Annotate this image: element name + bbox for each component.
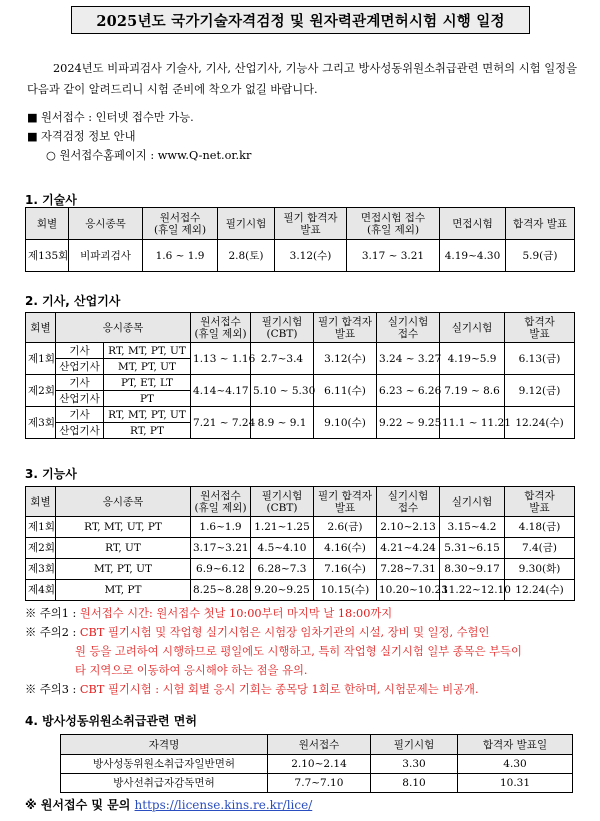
table-cell: 4.18(금) [505, 517, 575, 538]
table-cell: 9.10(수) [314, 407, 377, 439]
engineer-table [25, 312, 575, 439]
section2-heading: 2. 기사, 산업기사 [25, 294, 121, 308]
section3-heading: 3. 기능사 [25, 467, 77, 481]
table-header-row [26, 487, 575, 517]
header-cell: 자격명 [61, 735, 268, 755]
table-cell: 4.19~4.30 [440, 240, 506, 272]
round-cell: 제2회 [26, 375, 56, 407]
note-2-cont: 원 등을 고려하여 시행하므로 평일에도 시행하고, 특히 작업형 실기시험 일부 종목은 부득이 [75, 645, 522, 658]
header-cell: 실기시험 접수 [377, 313, 440, 343]
professional-engineer-table [25, 207, 575, 272]
header-cell: 필기 합격자 발표 [314, 487, 377, 517]
table-cell: 6.9~6.12 [191, 559, 251, 580]
footer-inquiry: ※ 원서접수 및 문의 https://license.kins.re.kr/lice/ [25, 798, 313, 812]
table-cell: 7.16(수) [314, 559, 377, 580]
header-cell: 면접시험 접수 (휴일 제외) [347, 208, 440, 240]
table-cell: 8.10 [371, 774, 458, 793]
table-cell: 1.13 ~ 1.16 [191, 343, 251, 375]
header-cell: 원서접수 (휴일 제외) [191, 313, 251, 343]
table-cell: 기사 [56, 375, 104, 391]
table-cell: 1.6~1.9 [191, 517, 251, 538]
header-cell: 면접시험 [440, 208, 506, 240]
page-title: 2025년도 국가기술자격검정 및 원자력관계면허시험 시행 일정 [71, 6, 530, 34]
table-cell: 4.14~4.17 [191, 375, 251, 407]
note-3: ※ 주의3 : CBT 필기시험 : 시험 회별 응시 기회는 종목당 1회로 한하며, 시험문제는 비공개. [25, 683, 479, 696]
table-row [26, 343, 575, 359]
table-cell: 4.19~5.9 [440, 343, 505, 375]
table-cell: 9.30(화) [505, 559, 575, 580]
table-cell: 10.31 [458, 774, 573, 793]
table-cell: 제1회 [26, 517, 56, 538]
table-cell: 3.12(수) [275, 240, 347, 272]
note-1: ※ 주의1 : 원서접수 시간: 원서접수 첫날 10:00부터 마지막 날 18:00까지 [25, 607, 393, 620]
section4-heading: 4. 방사성동위원소취급관련 면허 [25, 714, 197, 728]
header-cell: 실기시험 [440, 487, 505, 517]
table-cell: 8.9 ~ 9.1 [251, 407, 314, 439]
header-cell: 응시종목 [56, 487, 191, 517]
table-cell: 4.21~4.24 [377, 538, 440, 559]
table-cell: RT, UT [56, 538, 191, 559]
note-2-cont: 타 지역으로 이동하여 응시해야 하는 점을 유의. [75, 664, 308, 677]
square-bullet-icon: ■ [27, 130, 38, 143]
info-bullets [27, 108, 251, 165]
table-cell: 4.30 [458, 755, 573, 774]
square-bullet-icon: ■ [27, 111, 38, 124]
header-cell: 응시종목 [69, 208, 143, 240]
notes-block [25, 604, 580, 699]
table-cell: 5.9(금) [506, 240, 575, 272]
table-cell: 제4회 [26, 580, 56, 601]
table-cell: 2.10~2.13 [377, 517, 440, 538]
license-table [60, 734, 573, 793]
table-cell: 10.20~10.23 [377, 580, 440, 601]
header-cell: 필기 합격자 발표 [275, 208, 347, 240]
header-cell: 원서접수 (휴일 제외) [191, 487, 251, 517]
table-cell: RT, MT, PT, UT [104, 343, 191, 359]
table-cell: 비파괴검사 [69, 240, 143, 272]
table-cell: MT, PT [56, 580, 191, 601]
table-cell: 2.6(금) [314, 517, 377, 538]
table-row [26, 407, 575, 423]
header-cell: 합격자 발표 [506, 208, 575, 240]
bullet-apply: ■ 원서접수 : 인터넷 접수만 가능. [27, 108, 251, 127]
round-cell: 제3회 [26, 407, 56, 439]
table-cell: 5.31~6.15 [440, 538, 505, 559]
header-cell: 합격자 발표일 [458, 735, 573, 755]
table-row [61, 774, 573, 793]
table-row [26, 517, 575, 538]
table-cell: MT, PT, UT [56, 559, 191, 580]
header-cell: 원서접수 (휴일 제외) [143, 208, 218, 240]
table-cell: 7.21 ~ 7.24 [191, 407, 251, 439]
table-cell: 3.30 [371, 755, 458, 774]
table-cell: 6.28~7.3 [251, 559, 314, 580]
table-cell: 제3회 [26, 559, 56, 580]
bullet-info: ■ 자격검정 정보 안내 [27, 127, 251, 146]
table-cell: 1.6 ~ 1.9 [143, 240, 218, 272]
table-row [26, 375, 575, 391]
intro-paragraph: 2024년도 비파괴검사 기술사, 기사, 산업기사, 기능사 그리고 방사성동위원소취급관련 면허의 시험 일정을 다음과 같이 알려드리니 시험 준비에 착오가 없길 바랍니다. [27, 62, 577, 96]
section1-heading: 1. 기술사 [25, 193, 77, 207]
header-cell: 필기시험 (CBT) [251, 313, 314, 343]
table-cell: 3.15~4.2 [440, 517, 505, 538]
table-cell: 방사선취급자감독면허 [61, 774, 268, 793]
table-cell: 5.10 ~ 5.30 [251, 375, 314, 407]
header-cell: 합격자 발표 [505, 487, 575, 517]
table-cell: 3.24 ~ 3.27 [377, 343, 440, 375]
table-cell: 산업기사 [56, 391, 104, 407]
table-cell: RT, PT [104, 423, 191, 439]
table-cell: 3.17~3.21 [191, 538, 251, 559]
table-cell: PT [104, 391, 191, 407]
round-cell: 제1회 [26, 343, 56, 375]
bullet-homepage: ○ 원서접수홈페이지 : www.Q-net.or.kr [46, 149, 252, 162]
table-cell: 11.22~12.10 [440, 580, 505, 601]
table-cell: 2.7~3.4 [251, 343, 314, 375]
table-row [26, 240, 575, 272]
table-cell: PT, ET, LT [104, 375, 191, 391]
table-cell: RT, MT, PT, UT [104, 407, 191, 423]
table-cell: 제2회 [26, 538, 56, 559]
table-row [26, 580, 575, 601]
table-cell: 10.15(수) [314, 580, 377, 601]
table-cell: 기사 [56, 407, 104, 423]
table-cell: 12.24(수) [505, 580, 575, 601]
header-cell: 필기시험 (CBT) [251, 487, 314, 517]
table-cell: 7.19 ~ 8.6 [440, 375, 505, 407]
note-2: ※ 주의2 : CBT 필기시험 및 작업형 실기시험은 시험장 임차기관의 시설, 장비 및 일정, 수험인 [25, 626, 490, 639]
table-cell: 방사성동위원소취급자일반면허 [61, 755, 268, 774]
table-cell: 2.8(토) [218, 240, 275, 272]
table-row [26, 538, 575, 559]
header-cell: 회별 [26, 313, 56, 343]
table-row [61, 755, 573, 774]
table-cell: 3.17 ~ 3.21 [347, 240, 440, 272]
header-cell: 합격자 발표 [505, 313, 575, 343]
header-cell: 회별 [26, 208, 69, 240]
table-cell: 12.24(수) [505, 407, 575, 439]
table-cell: 기사 [56, 343, 104, 359]
table-header-row [26, 208, 575, 240]
table-cell: 9.22 ~ 9.25 [377, 407, 440, 439]
table-cell: 1.21~1.25 [251, 517, 314, 538]
table-cell: 11.1 ~ 11.21 [440, 407, 505, 439]
table-cell: 8.25~8.28 [191, 580, 251, 601]
table-row [26, 559, 575, 580]
header-cell: 필기시험 [218, 208, 275, 240]
table-cell: RT, MT, UT, PT [56, 517, 191, 538]
table-cell: 6.23 ~ 6.26 [377, 375, 440, 407]
table-cell: 산업기사 [56, 359, 104, 375]
table-cell: MT, PT, UT [104, 359, 191, 375]
craftsman-table [25, 486, 575, 601]
header-cell: 필기시험 [371, 735, 458, 755]
table-cell: 8.30~9.17 [440, 559, 505, 580]
table-cell: 2.10~2.14 [268, 755, 371, 774]
table-cell: 6.11(수) [314, 375, 377, 407]
table-cell: 산업기사 [56, 423, 104, 439]
table-cell: 3.12(수) [314, 343, 377, 375]
table-cell: 7.7~7.10 [268, 774, 371, 793]
table-cell: 7.4(금) [505, 538, 575, 559]
table-cell: 6.13(금) [505, 343, 575, 375]
table-cell: 7.28~7.31 [377, 559, 440, 580]
header-cell: 응시종목 [56, 313, 191, 343]
table-cell: 9.12(금) [505, 375, 575, 407]
table-cell: 9.20~9.25 [251, 580, 314, 601]
header-cell: 실기시험 [440, 313, 505, 343]
table-cell: 제135회 [26, 240, 69, 272]
table-header-row [61, 735, 573, 755]
table-cell: 4.16(수) [314, 538, 377, 559]
table-cell: 4.5~4.10 [251, 538, 314, 559]
header-cell: 원서접수 [268, 735, 371, 755]
header-cell: 필기 합격자 발표 [314, 313, 377, 343]
header-cell: 실기시험 접수 [377, 487, 440, 517]
license-link[interactable]: https://license.kins.re.kr/lice/ [134, 798, 313, 812]
header-cell: 회별 [26, 487, 56, 517]
